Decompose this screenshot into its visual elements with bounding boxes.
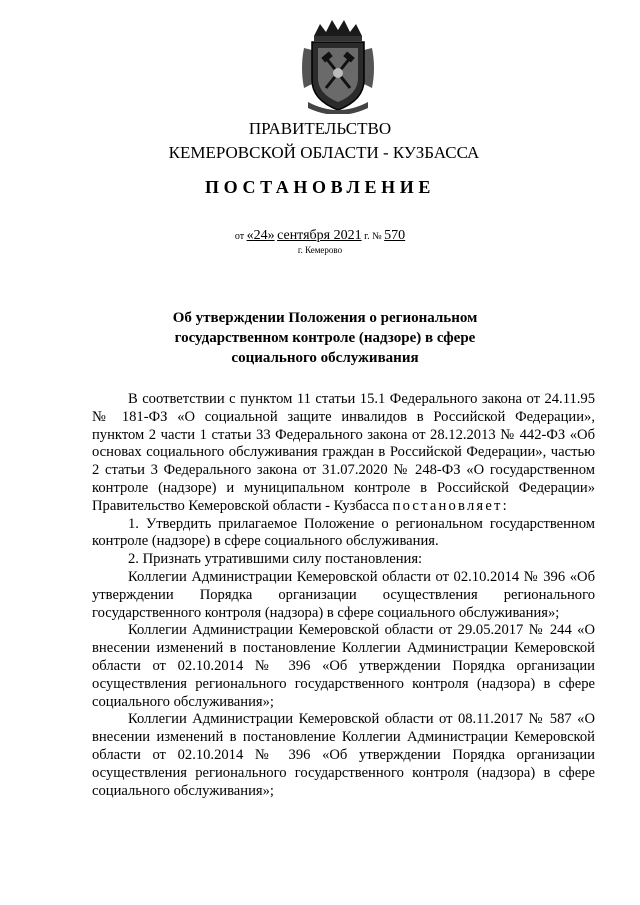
date-month-year: сентября 2021 xyxy=(277,228,362,243)
government-name-line1: ПРАВИТЕЛЬСТВО xyxy=(248,119,392,138)
date-open-quote: « xyxy=(246,228,254,243)
title-line2: государственном контроле (надзоре) в сфере xyxy=(174,330,476,346)
repealed-act-2: Коллегии Администрации Кемеровской области от 29.05.2017 № 244 «О внесении изменений в постановление Коллегии Администрации Кемеровской области от 02.10.2014 № 396 «Об утверждении Порядка организации осуществления регионального государственного контроля (надзора) в сфере социального обслуживания»; xyxy=(92,622,595,710)
date-suffix: г. xyxy=(364,231,370,242)
date-prefix: от xyxy=(234,231,245,242)
preamble-paragraph xyxy=(92,391,595,516)
document-type: ПОСТАНОВЛЕНИЕ xyxy=(205,177,435,197)
number-sign: № xyxy=(372,231,382,242)
government-name-line2: КЕМЕРОВСКОЙ ОБЛАСТИ - КУЗБАССА xyxy=(168,143,480,162)
repealed-act-3: Коллегии Администрации Кемеровской области от 08.11.2017 № 587 «О внесении изменений в постановление Коллегии Администрации Кемеровской области от 02.10.2014 № 396 «Об утверждении Порядка организации осуществления регионального государственного контроля (надзора) в сфере социального обслуживания»; xyxy=(92,711,595,799)
preamble-text: В соответствии с пунктом 11 статьи 15.1 Федерального закона от 24.11.95 № 181-ФЗ «О социальной защите инвалидов в Российской Федерации», пунктом 2 части 1 статьи 33 Федерального закона от 28.12.2013 № 442-ФЗ «Об основах социального обслуживания граждан в Российской Федерации», частью 2 статьи 3 Федерального закона от 31.07.2020 № 248-ФЗ «О государственном контроле (надзоре) и муниципальном контроле в Российской Федерации» Правительство Кемеровской области - Кузбасса xyxy=(92,391,595,514)
item-1: 1. Утвердить прилагаемое Положение о региональном государственном контроле (надзоре) в сфере социального обслуживания. xyxy=(92,515,595,550)
title-line3: социального обслуживания xyxy=(231,350,419,366)
document-number: 570 xyxy=(384,228,406,243)
date-close-quote: » xyxy=(267,228,275,243)
title-line1: Об утверждении Положения о региональном xyxy=(172,310,478,326)
date-day: 24 xyxy=(253,228,268,243)
document-title xyxy=(170,308,480,368)
coat-of-arms-emblem-icon xyxy=(298,18,378,114)
decree-word: постановляет: xyxy=(392,497,509,514)
repealed-act-1: Коллегии Администрации Кемеровской области от 02.10.2014 № 396 «Об утверждении Порядка организации осуществления регионального государственного контроля (надзора) в сфере социального обслуживания»; xyxy=(92,568,595,621)
document-date-line xyxy=(0,228,640,244)
city: г. Кемерово xyxy=(297,245,343,255)
document-body xyxy=(92,391,595,800)
item-2: 2. Признать утратившими силу постановления: xyxy=(128,551,423,568)
